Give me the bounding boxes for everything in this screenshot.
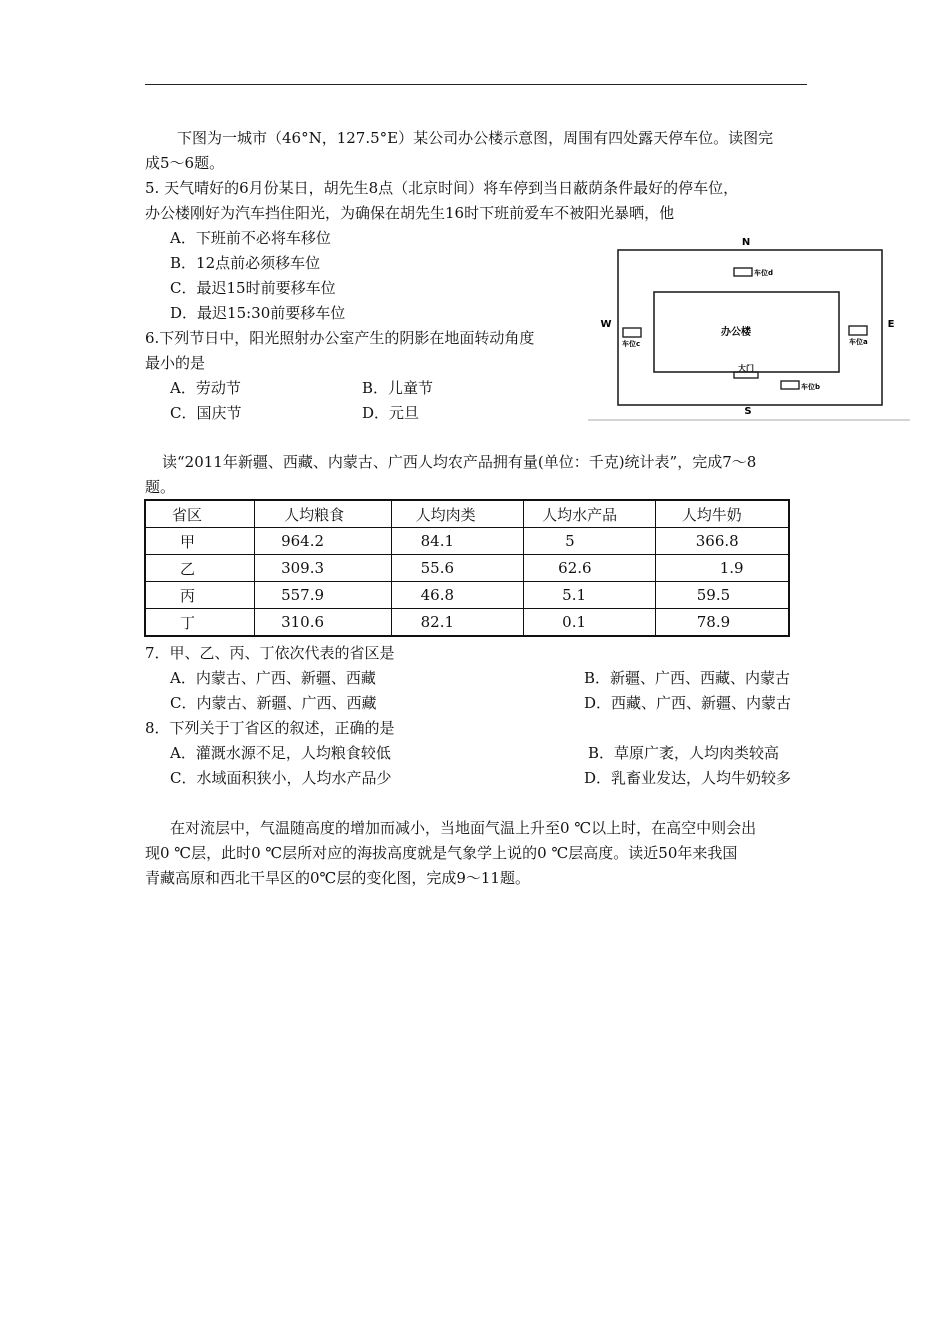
table-row	[145, 582, 789, 609]
q8-option-c: C．水域面积狭小，人均水产品少	[170, 769, 392, 787]
intro-7-8-line1: 读“2011年新疆、西藏、内蒙古、广西人均农产品拥有量(单位：千克)统计表”，完成7～8	[162, 453, 757, 471]
table-cell: 82.1	[391, 609, 524, 637]
table-cell: 5	[524, 528, 656, 555]
table-cell: 丁	[145, 609, 255, 637]
intro-9-11-line2: 现0 ℃层，此时0 ℃层所对应的海拔高度就是气象学上说的0 ℃层高度。读近50年来我国	[145, 844, 738, 862]
table-cell: 乙	[145, 555, 255, 582]
q5-stem-line2: 办公楼刚好为汽车挡住阳光，为确保在胡先生16时下班前爱车不被阳光暴晒，他	[145, 204, 675, 222]
table-cell: 46.8	[391, 582, 524, 609]
header-cell: 人均粮食	[255, 500, 392, 528]
header-rule	[145, 84, 807, 85]
table-cell: 0.1	[524, 609, 656, 637]
q7-option-c: C．内蒙古、新疆、广西、西藏	[170, 694, 377, 712]
table-cell: 甲	[145, 528, 255, 555]
table-cell: 丙	[145, 582, 255, 609]
q7-option-d: D．西藏、广西、新疆、内蒙古	[584, 694, 792, 712]
header-cell: 人均牛奶	[655, 500, 789, 528]
q8-option-b: B．草原广袤，人均肉类较高	[588, 744, 780, 762]
q5-option-a: A．下班前不必将车移位	[170, 229, 331, 247]
parking-b-label: 车位b	[801, 383, 821, 391]
intro-9-11-line1: 在对流层中，气温随高度的增加而减小，当地面气温上升至0 ℃以上时，在高空中则会出	[170, 819, 757, 837]
header-cell: 人均肉类	[391, 500, 524, 528]
gate-label: 大门	[738, 364, 754, 373]
north-label: N	[741, 237, 751, 248]
q8-stem: 8．下列关于丁省区的叙述，正确的是	[145, 719, 395, 737]
table-cell: 310.6	[255, 609, 392, 637]
table-cell: 309.3	[255, 555, 392, 582]
q8-option-d: D．乳畜业发达，人均牛奶较多	[584, 769, 792, 787]
q6-stem-line2: 最小的是	[145, 354, 206, 372]
parking-a-slot	[849, 326, 867, 335]
parking-c-slot	[623, 328, 641, 337]
intro-5-6-line2: 成5～6题。	[145, 154, 225, 172]
q5-stem-line1: 5. 天气晴好的6月份某日，胡先生8点（北京时间）将车停到当日蔽荫条件最好的停车位，	[145, 179, 739, 197]
table-cell: 84.1	[391, 528, 524, 555]
parking-c-label: 车位c	[622, 340, 641, 348]
q5-option-d: D．最迟15:30前要移车位	[170, 304, 346, 322]
q6-option-d: D．元旦	[362, 404, 420, 422]
table-cell: 366.8	[655, 528, 789, 555]
q5-option-b: B．12点前必须移车位	[170, 254, 321, 272]
parking-d-slot	[734, 268, 752, 276]
building-label: 办公楼	[721, 327, 751, 338]
q6-option-b: B．儿童节	[362, 379, 434, 397]
intro-7-8-line2: 题。	[145, 478, 176, 496]
header-cell: 人均水产品	[524, 500, 656, 528]
q7-option-b: B．新疆、广西、西藏、内蒙古	[584, 669, 791, 687]
table-cell: 5.1	[524, 582, 656, 609]
office-parking-diagram	[588, 232, 910, 422]
header-cell: 省区	[145, 500, 255, 528]
q6-option-a: A．劳动节	[170, 379, 241, 397]
parking-d-label: 车位d	[754, 269, 774, 277]
table-row	[145, 555, 789, 582]
q7-stem: 7．甲、乙、丙、丁依次代表的省区是	[145, 644, 395, 662]
table-row	[145, 609, 789, 637]
table-cell: 62.6	[524, 555, 656, 582]
q5-option-c: C．最迟15时前要移车位	[170, 279, 336, 297]
east-label: E	[887, 319, 895, 330]
q8-option-a: A．灌溉水源不足，人均粮食较低	[170, 744, 391, 762]
parking-b-slot	[781, 381, 799, 389]
table-cell: 557.9	[255, 582, 392, 609]
table-header-row	[145, 500, 789, 528]
q7-option-a: A．内蒙古、广西、新疆、西藏	[170, 669, 376, 687]
table-cell: 78.9	[655, 609, 789, 637]
intro-9-11-line3: 青藏高原和西北干旱区的0℃层的变化图，完成9～11题。	[145, 869, 530, 887]
west-label: W	[600, 319, 612, 330]
q6-option-c: C．国庆节	[170, 404, 242, 422]
table-cell: 59.5	[655, 582, 789, 609]
south-label: S	[744, 406, 752, 417]
table-row	[145, 528, 789, 555]
table-cell: 55.6	[391, 555, 524, 582]
table-cell: 964.2	[255, 528, 392, 555]
parking-a-label: 车位a	[849, 338, 868, 346]
q6-stem-line1: 6.下列节日中，阳光照射办公室产生的阴影在地面转动角度	[145, 329, 535, 347]
table-cell: 1.9	[655, 555, 789, 582]
intro-5-6-line1: 下图为一城市（46°N，127.5°E）某公司办公楼示意图，周围有四处露天停车位。读图完	[177, 129, 774, 147]
agri-stats-table	[144, 499, 790, 637]
